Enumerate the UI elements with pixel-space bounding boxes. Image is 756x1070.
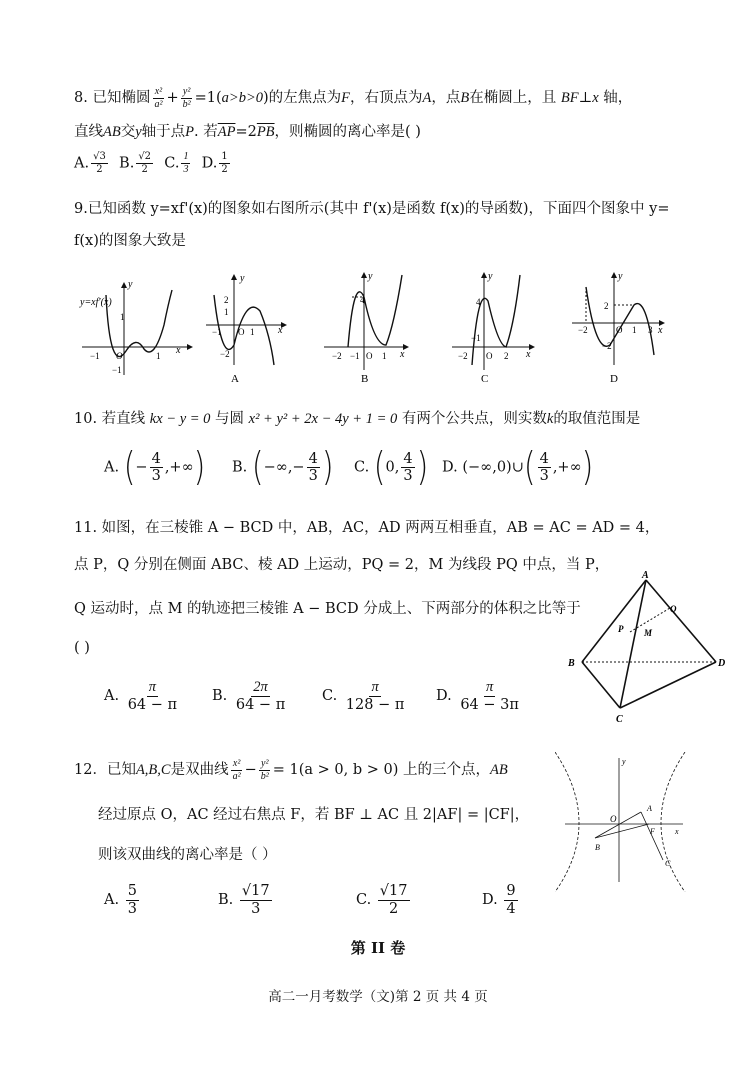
svg-text:y: y xyxy=(240,273,245,284)
q12-option-b: B. $\frac{√17}{3}$ xyxy=(218,883,270,917)
svg-text:O: O xyxy=(486,351,493,361)
q11-line1: 11. 如图，在三棱锥 A − BCD 中，AB，AC，AD 两两互相垂直，AB = AC = AD = 4， xyxy=(74,520,660,536)
svg-text:1: 1 xyxy=(250,327,255,337)
svg-text:B: B xyxy=(361,373,369,385)
svg-text:Q: Q xyxy=(670,604,677,614)
q10-option-c: C. (0, $\frac{4}{3}$ ) xyxy=(354,444,429,491)
svg-text:4: 4 xyxy=(360,295,365,305)
q9-graph-label: y=xf′(x) xyxy=(80,297,112,308)
svg-text:P: P xyxy=(618,624,624,634)
svg-text:A: A xyxy=(647,804,652,813)
q10-option-b: B. (−∞,− $\frac{4}{3}$ ) xyxy=(232,444,334,491)
svg-text:1: 1 xyxy=(382,351,387,361)
q8-options: A. $\frac{√3}{2}$ B. $\frac{√2}{2}$ C. $\frac{1}{3}$ D. $\frac{1}{2}$ xyxy=(74,151,228,175)
svg-text:O: O xyxy=(238,327,245,337)
svg-text:O: O xyxy=(616,325,623,335)
q11-option-c: C. $\frac{\pi}{128 - \pi}$ xyxy=(322,679,405,713)
q12-line1: 12．已知A,B,C是双曲线 $\frac{\text{x²}}{\text{a²}}$ − $\frac{\text{y²}}{\text{b²}}$ = 1(a > 0, b > 0) 上的三个点，AB xyxy=(74,757,508,782)
q9-main-graph xyxy=(79,279,192,375)
q8-ellipse-x-term: $\frac{\text{x²}}{\text{a²}}$ xyxy=(154,85,163,110)
svg-text:2: 2 xyxy=(504,351,509,361)
q10-stem: 10. 若直线 kx − y = 0 与圆 x² + y² + 2x − 4y + 1 = 0 有两个公共点，则实数k的取值范围是 xyxy=(74,411,641,427)
svg-text:y: y xyxy=(128,279,133,290)
svg-text:−1: −1 xyxy=(90,351,100,361)
svg-text:−2: −2 xyxy=(458,351,468,361)
svg-text:O: O xyxy=(610,814,617,824)
q11-line3: Q 运动时，点 M 的轨迹把三棱锥 A − BCD 分成上、下两部分的体积之比等于 xyxy=(74,601,581,617)
q10-option-a: A. (− $\frac{4}{3}$ ,+∞) xyxy=(104,444,206,491)
q10-option-d: D. (−∞,0)∪( $\frac{4}{3}$ ,+∞) xyxy=(442,444,594,491)
q11-option-b: B. $\frac{2\pi}{64 - \pi}$ xyxy=(212,679,286,713)
svg-text:C: C xyxy=(481,373,489,385)
svg-text:−1: −1 xyxy=(471,333,481,343)
q12-option-c: C. $\frac{√17}{2}$ xyxy=(356,883,408,917)
svg-text:x: x xyxy=(400,349,405,360)
q11-pyramid-figure xyxy=(560,570,730,725)
svg-text:B: B xyxy=(568,658,575,669)
q12-line3: 则该双曲线的离心率是（ ） xyxy=(98,847,277,863)
svg-text:C: C xyxy=(616,714,623,725)
svg-text:A: A xyxy=(231,373,239,385)
q9-graph-d xyxy=(572,271,664,385)
svg-text:−1: −1 xyxy=(212,327,222,337)
svg-text:y: y xyxy=(618,271,623,282)
page-footer: 高二一月考数学（文)第 2 页 共 4 页 xyxy=(268,989,488,1005)
q9-graph-c xyxy=(452,271,534,385)
q9-graph-b xyxy=(324,271,408,385)
q12-option-d: D. $\frac{9}{4}$ xyxy=(482,883,516,917)
q12-line2: 经过原点 O，AC 经过右焦点 F，若 BF ⊥ AC 且 2|AF| = |CF|， xyxy=(98,807,530,823)
svg-text:1: 1 xyxy=(224,307,229,317)
svg-text:−2: −2 xyxy=(602,341,612,351)
q12-option-a: A. $\frac{5}{3}$ xyxy=(104,883,137,917)
q9-line2: f(x)的图象大致是 xyxy=(74,233,186,249)
svg-text:3: 3 xyxy=(648,325,653,335)
svg-text:C: C xyxy=(665,859,671,868)
q9-line1: 9.已知函数 y=xf'(x)的图象如右图所示(其中 f'(x)是函数 f(x)的导函数)，下面四个图象中 y= xyxy=(74,201,670,217)
q8-line2: 直线AB交y轴于点P. 若$\overline{AP}=2\overline{PB}$，则椭圆的离心率是( ) xyxy=(74,124,421,140)
svg-text:x: x xyxy=(176,345,181,356)
svg-text:B: B xyxy=(595,843,600,852)
q11-line4: ( ) xyxy=(74,640,90,656)
q8-line1: 8. 已知椭圆 $\frac{\text{x²}}{\text{a²}}$ + $\frac{\text{y²}}{\text{b²}}$ =1(a>b>0)的左焦点为F，右顶点为A，点B在椭圆上，且 BF⊥x 轴， xyxy=(74,85,633,110)
svg-text:y: y xyxy=(622,757,626,766)
svg-text:D: D xyxy=(610,373,618,385)
svg-text:−1: −1 xyxy=(350,351,360,361)
q11-option-d: D. $\frac{\pi}{64 - 3\pi}$ xyxy=(436,679,519,713)
svg-text:−1: −1 xyxy=(112,365,122,375)
svg-text:1: 1 xyxy=(120,312,125,322)
svg-text:2: 2 xyxy=(604,301,609,311)
svg-text:D: D xyxy=(718,658,726,669)
section-title: 第 II 卷 xyxy=(350,939,406,957)
q8-ellipse-y-term: $\frac{\text{y²}}{\text{b²}}$ xyxy=(182,85,191,110)
svg-text:4: 4 xyxy=(476,297,481,307)
q9-graphs xyxy=(74,265,674,385)
svg-text:y: y xyxy=(488,271,493,282)
svg-text:x: x xyxy=(278,325,283,336)
svg-text:F: F xyxy=(650,827,655,836)
svg-text:x: x xyxy=(675,827,679,836)
svg-text:O: O xyxy=(366,351,373,361)
svg-text:A: A xyxy=(642,570,649,581)
svg-text:2: 2 xyxy=(224,295,229,305)
svg-text:x: x xyxy=(526,349,531,360)
q9-graph-a xyxy=(206,273,286,385)
svg-text:x: x xyxy=(658,325,663,336)
q11-option-a: A. $\frac{\pi}{64 - \pi}$ xyxy=(104,679,178,713)
svg-text:−2: −2 xyxy=(220,349,230,359)
q12-hyperbola-figure xyxy=(555,752,705,892)
svg-text:−2: −2 xyxy=(578,325,588,335)
q11-line2: 点 P，Q 分别在侧面 ABC、棱 AD 上运动，PQ = 2，M 为线段 PQ 中点，当 P， xyxy=(74,557,610,573)
svg-text:M: M xyxy=(644,628,653,638)
svg-text:−2: −2 xyxy=(332,351,342,361)
svg-text:1: 1 xyxy=(156,351,161,361)
svg-text:1: 1 xyxy=(632,325,637,335)
svg-text:y: y xyxy=(368,271,373,282)
svg-text:O: O xyxy=(116,351,123,361)
